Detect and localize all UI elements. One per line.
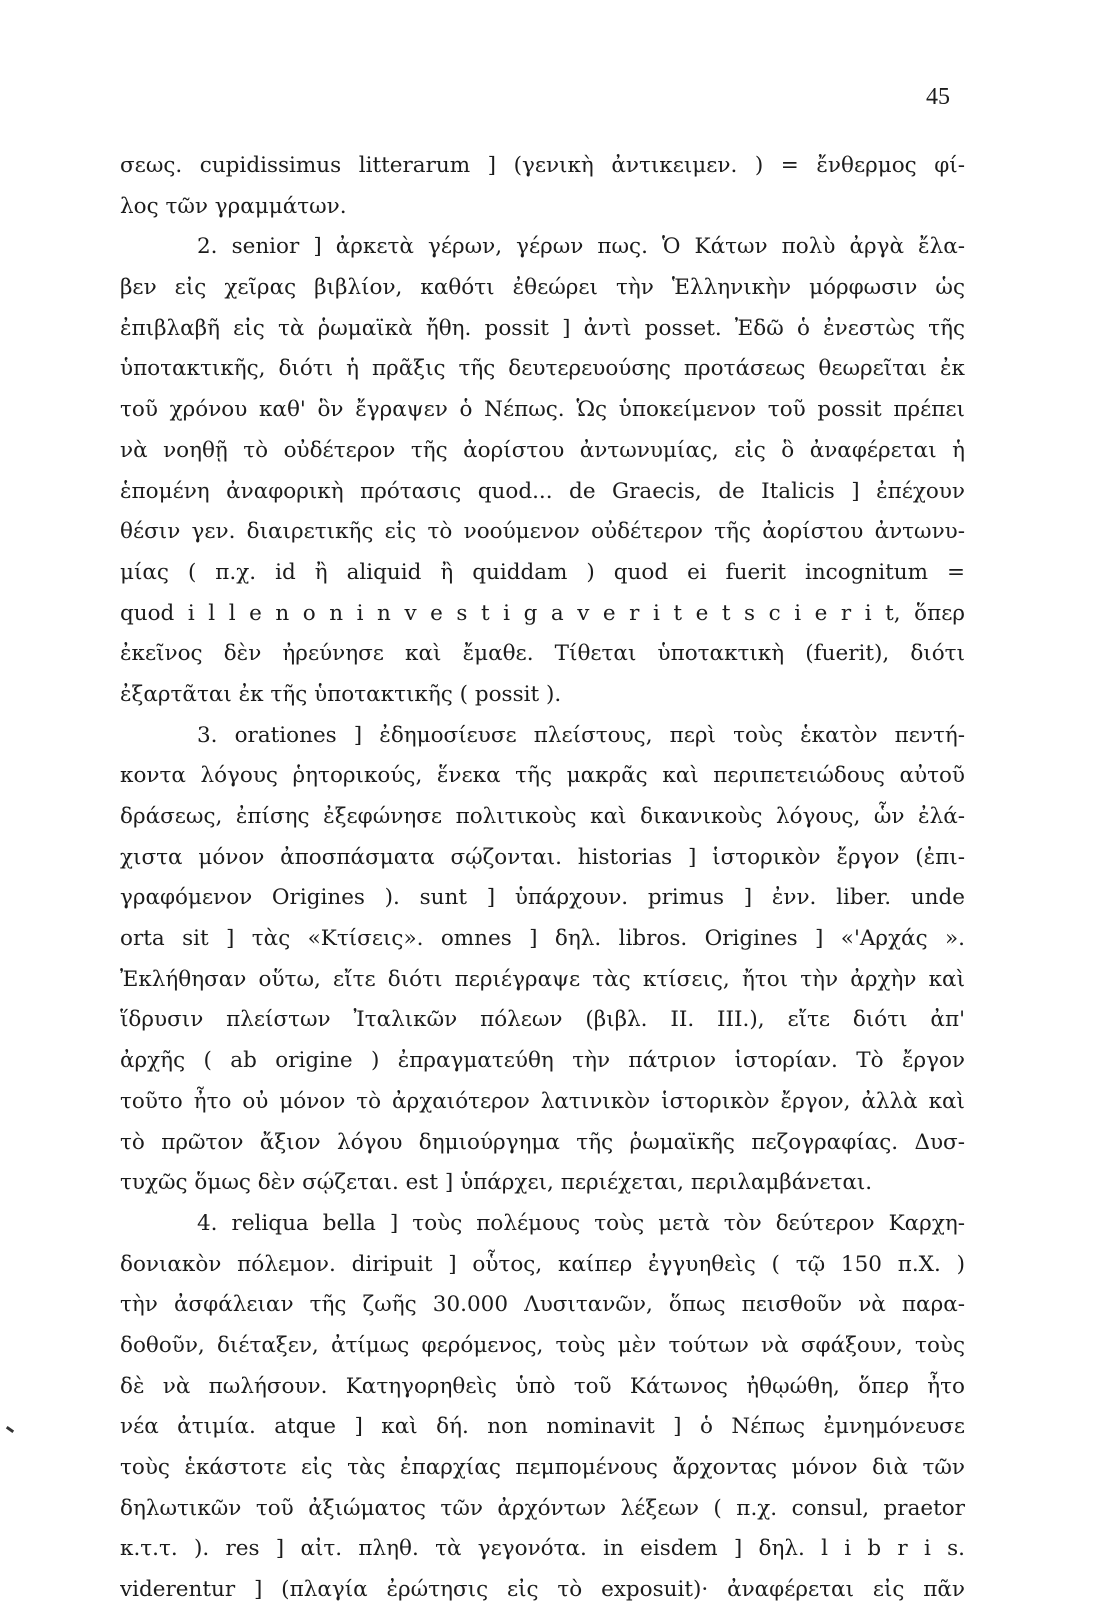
text-line: 3. orationes ] ἐδημοσίευσε πλείστους, περὶ τοὺς ἑκατὸν πεντή- [197,722,965,748]
text-line: νέα ἀτιμία. atque ] καὶ δή. non nominavit ] ὁ Νέπως ἐμνημόνευσε [120,1414,965,1440]
text-line: ἑπομένη ἀναφορικὴ πρότασις quod... de Graecis, de Italicis ] ἐπέχουν [120,478,965,504]
text-line: ἐπιβλαβῆ εἰς τὰ ῥωμαϊκὰ ἤθη. possit ] ἀντὶ posset. Ἐδῶ ὁ ἐνεστὼς τῆς [120,315,965,341]
text-line: δονιακὸν πόλεμον. diripuit ] οὗτος, καίπερ ἐγγυηθεὶς ( τῷ 150 π.Χ. ) [120,1251,965,1277]
text-line: τὴν ἀσφάλειαν τῆς ζωῆς 30.000 Λυσιτανῶν, ὅπως πεισθοῦν νὰ παρα- [120,1292,965,1318]
text-line: λος τῶν γραμμάτων. [120,193,347,219]
text-line: χιστα μόνον ἀποσπάσματα σῴζονται. historias ] ἱστορικὸν ἔργον (ἐπι- [120,844,965,870]
text-line: τοὺς ἑκάστοτε εἰς τὰς ἐπαρχίας πεμπομένους ἄρχοντας μόνον διὰ τῶν [120,1455,965,1480]
text-line: κ.τ.τ. ). res ] αἰτ. πληθ. τὰ γεγονότα. in eisdem ] δηλ. l i b r i s. [120,1536,965,1562]
text-line: τοῦ χρόνου καθ' ὃν ἔγραψεν ὁ Νέπως. Ὡς ὑποκείμενον τοῦ possit πρέπει [120,397,965,423]
text-line: viderentur ] (πλαγία ἐρώτησις εἰς τὸ exposuit)· ἀναφέρεται εἰς πᾶν [120,1577,965,1603]
margin-mark [6,1426,14,1433]
text-line: Ἐκλήθησαν οὕτω, εἴτε διότι περιέγραψε τὰς κτίσεις, ἤτοι τὴν ἀρχὴν καὶ [120,966,965,992]
text-line: βεν εἰς χεῖρας βιβλίον, καθότι ἐθεώρει τὴν Ἑλληνικὴν μόρφωσιν ὡς [120,275,965,301]
text-line: κοντα λόγους ῥητορικούς, ἕνεκα τῆς μακρᾶς καὶ περιπετειώδους αὐτοῦ [120,763,965,789]
text-line: θέσιν γεν. διαιρετικῆς εἰς τὸ νοούμενον οὐδέτερον τῆς ἀορίστου ἀντωνυ- [120,519,965,545]
text-line: ἐκεῖνος δὲν ἠρεύνησε καὶ ἔμαθε. Τίθεται ὑποτακτικὴ (fuerit), διότι [120,641,965,667]
text-line: τυχῶς ὅμως δὲν σῴζεται. est ] ὑπάρχει, περιέχεται, περιλαμβάνεται. [120,1170,873,1196]
text-line: quod i l l e n o n i n v e s t i g a v e r i t e t s c i e r i t, ὅπερ [120,600,965,626]
text-line: δοθοῦν, διέταξεν, ἀτίμως φερόμενος, τοὺς μὲν τούτων νὰ σφάξουν, τοὺς [120,1332,965,1358]
text-line: νὰ νοηθῇ τὸ οὐδέτερον τῆς ἀορίστου ἀντωνυμίας, εἰς ὃ ἀναφέρεται ἡ [120,437,965,463]
commentary-text [120,146,965,1611]
text-line: ἀρχῆς ( ab origine ) ἐπραγματεύθη τὴν πάτριον ἱστορίαν. Τὸ ἔργον [120,1048,965,1074]
text-line: μίας ( π.χ. id ἢ aliquid ἢ quiddam ) quod ei fuerit incognitum = [120,559,965,585]
text-line: δράσεως, ἐπίσης ἐξεφώνησε πολιτικοὺς καὶ δικανικοὺς λόγους, ὧν ἐλά- [120,804,965,829]
page-number: 45 [926,84,950,110]
text-line: ἵδρυσιν πλείστων Ἰταλικῶν πόλεων (βιβλ. II. III.), εἴτε διότι ἀπ' [120,1007,965,1033]
text-line: 2. senior ] ἀρκετὰ γέρων, γέρων πως. Ὁ Κάτων πολὺ ἀργὰ ἔλα- [197,234,965,260]
text-line: δηλωτικῶν τοῦ ἀξιώματος τῶν ἀρχόντων λέξεων ( π.χ. consul, praetor [120,1495,965,1521]
text-line: ἐξαρτᾶται ἐκ τῆς ὑποτακτικῆς ( possit ). [120,681,562,707]
text-line: τὸ πρῶτον ἄξιον λόγου δημιούργημα τῆς ῥωμαϊκῆς πεζογραφίας. Δυσ- [120,1129,965,1155]
text-line: orta sit ] τὰς «Κτίσεις». omnes ] δηλ. libros. Origines ] «'Αρχάς ». [120,926,965,952]
text-line: δὲ νὰ πωλήσουν. Κατηγορηθεὶς ὑπὸ τοῦ Κάτωνος ἠθῳώθη, ὅπερ ἦτο [120,1373,965,1399]
text-line: ὑποτακτικῆς, διότι ἡ πρᾶξις τῆς δευτερευούσης προτάσεως θεωρεῖται ἐκ [120,356,965,382]
text-line: γραφόμενον Origines ). sunt ] ὑπάρχουν. primus ] ἐνν. liber. unde [120,885,965,911]
text-line: τοῦτο ἦτο οὐ μόνον τὸ ἀρχαιότερον λατινικὸν ἱστορικὸν ἔργον, ἀλλὰ καὶ [120,1088,965,1114]
text-line: 4. reliqua bella ] τοὺς πολέμους τοὺς μετὰ τὸν δεύτερον Καρχη- [197,1210,965,1236]
text-line: σεως. cupidissimus litterarum ] (γενικὴ ἀντικειμεν. ) = ἔνθερμος φί- [120,153,965,178]
